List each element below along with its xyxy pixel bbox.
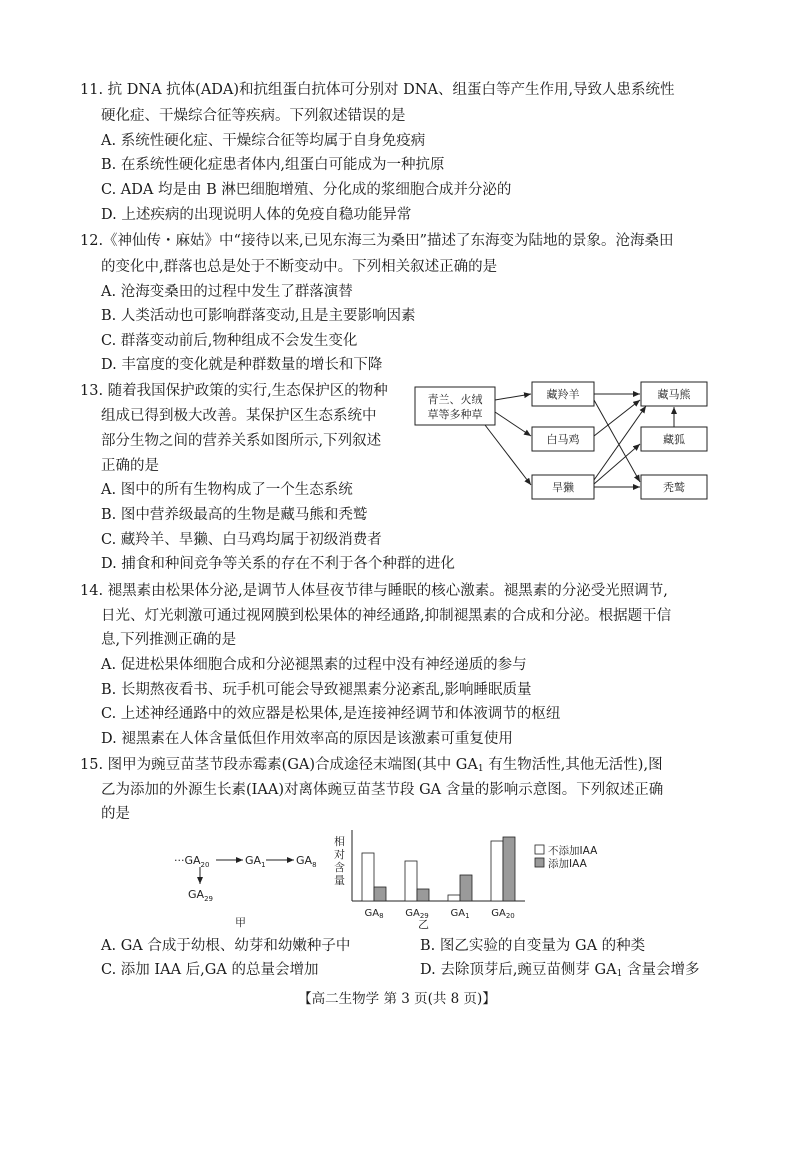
bar-ga1-no-iaa: [448, 895, 460, 901]
arrow-producer-marmot: [485, 425, 531, 485]
ga-pathway-figure: [170, 840, 330, 930]
q13-option-b: B. 图中营养级最高的生物是藏马熊和秃鹫: [101, 507, 368, 523]
q15-stem-line3: 的是: [101, 806, 130, 822]
tick-label-ga8: $GA_8$: [364, 908, 384, 920]
q15-stem-line1: 15. 图甲为豌豆苗茎节段赤霉素(GA)合成途径末端图(其中 $GA_1$ 有生物活性,其他无活性),图: [80, 757, 663, 774]
q13-stem-line1: 13. 随着我国保护政策的实行,生态保护区的物种: [80, 383, 388, 399]
q11-option-b: B. 在系统性硬化症患者体内,组蛋白可能成为一种抗原: [101, 157, 445, 173]
arrow-marmot-bear: [594, 406, 646, 480]
pheasant-label: 白马鸡: [546, 433, 580, 446]
bar-ga20-no-iaa: [491, 841, 503, 901]
ylabel-char-2: 对: [334, 848, 345, 861]
q15-option-d: D. 去除顶芽后,豌豆苗侧芽 $GA_1$ 含量会增多: [420, 962, 700, 979]
q12-option-b: B. 人类活动也可影响群落变动,且是主要影响因素: [101, 308, 416, 324]
ga-bar-chart: [325, 825, 625, 935]
q11-stem-line2: 硬化症、干燥综合征等疾病。下列叙述错误的是: [101, 108, 406, 124]
legend-label-iaa: 添加IAA: [548, 858, 587, 870]
figure-a-caption: 甲: [235, 916, 246, 929]
arrow-marmot-fox: [594, 444, 640, 484]
q11-option-d: D. 上述疾病的出现说明人体的免疫自稳功能异常: [101, 207, 412, 223]
legend-swatch-no-iaa: [535, 845, 544, 854]
marmot-label: 旱獭: [552, 481, 574, 494]
q12-option-c: C. 群落变动前后,物种组成不会发生变化: [101, 333, 358, 349]
arrow-pheasant-bear: [594, 400, 640, 436]
q14-stem-line3: 息,下列推测正确的是: [101, 632, 237, 648]
bar-ga20-iaa: [503, 837, 515, 901]
bar-ga8-no-iaa: [362, 853, 374, 901]
ylabel-char-1: 相: [334, 835, 345, 848]
ylabel-char-4: 量: [334, 874, 345, 887]
q13-option-c: C. 藏羚羊、旱獭、白马鸡均属于初级消费者: [101, 532, 382, 548]
q13-option-a: A. 图中的所有生物构成了一个生态系统: [101, 482, 353, 498]
bar-ga8-iaa: [374, 887, 386, 901]
q12-stem-line1: 12.《神仙传・麻姑》中“接待以来,已见东海三为桑田”描述了东海变为陆地的景象。沧海桑田: [80, 233, 674, 249]
producer-label-2: 草等多种草: [427, 408, 483, 421]
q11-stem-line1: 11. 抗 DNA 抗体(ADA)和抗组蛋白抗体可分别对 DNA、组蛋白等产生作用,导致人患系统性: [80, 82, 675, 98]
q15-stem-line2: 乙为添加的外源生长素(IAA)对离体豌豆苗茎节段 GA 含量的影响示意图。下列叙述正确: [101, 782, 664, 798]
q15-option-b: B. 图乙实验的自变量为 GA 的种类: [420, 938, 646, 954]
ga1-node: $GA_1$: [245, 854, 266, 869]
q13-stem-line2: 组成已得到极大改善。某保护区生态系统中: [101, 408, 377, 424]
ylabel-char-3: 含: [334, 861, 345, 874]
q14-option-a: A. 促进松果体细胞合成和分泌褪黑素的过程中没有神经递质的参与: [101, 657, 527, 673]
vulture-label: 秃鹫: [663, 481, 685, 494]
q15-option-a: A. GA 合成于幼根、幼芽和幼嫩种子中: [101, 938, 351, 954]
q14-stem-line1: 14. 褪黑素由松果体分泌,是调节人体昼夜节律与睡眠的核心激素。褪黑素的分泌受光照调节,: [80, 583, 668, 599]
q14-stem-line2: 日光、灯光刺激可通过视网膜到松果体的神经通路,抑制褪黑素的合成和分泌。根据题干信: [101, 608, 672, 624]
producer-label-1: 青兰、火绒: [427, 393, 483, 406]
tick-label-ga20: $GA_{20}$: [491, 908, 515, 920]
q13-option-d: D. 捕食和种间竞争等关系的存在不利于各个种群的进化: [101, 556, 455, 572]
antelope-label: 藏羚羊: [546, 388, 580, 401]
q14-option-d: D. 褪黑素在人体含量低但作用效率高的原因是该激素可重复使用: [101, 731, 513, 747]
tick-label-ga29: $GA_{29}$: [405, 908, 429, 920]
ga8-node: $GA_8$: [296, 854, 317, 869]
ga20-node: $\cdot\cdot\cdot GA_{20}$: [174, 854, 210, 869]
figure-b-caption: 乙: [418, 918, 429, 931]
arrow-producer-antelope: [495, 394, 531, 400]
fox-label: 藏狐: [663, 433, 685, 446]
legend-swatch-iaa: [535, 858, 544, 867]
q11-option-a: A. 系统性硬化症、干燥综合征等均属于自身免疫病: [101, 133, 426, 149]
bar-ga29-iaa: [417, 889, 429, 901]
food-web-diagram: [410, 372, 720, 512]
q12-option-d: D. 丰富度的变化就是种群数量的增长和下降: [101, 357, 383, 373]
tick-label-ga1: $GA_1$: [450, 908, 470, 920]
q11-option-c: C. ADA 均是由 B 淋巴细胞增殖、分化成的浆细胞合成并分泌的: [101, 182, 512, 198]
bear-label: 藏马熊: [657, 388, 691, 401]
arrow-producer-pheasant: [495, 412, 531, 436]
q14-option-b: B. 长期熬夜看书、玩手机可能会导致褪黑素分泌紊乱,影响睡眠质量: [101, 682, 532, 698]
bar-ga1-iaa: [460, 875, 472, 901]
legend-label-no-iaa: 不添加IAA: [548, 845, 598, 857]
q15-option-c: C. 添加 IAA 后,GA 的总量会增加: [101, 962, 319, 978]
page-footer: 【高二生物学 第 3 页(共 8 页)】: [298, 991, 496, 1007]
ga29-node: $GA_{29}$: [188, 888, 213, 903]
q12-option-a: A. 沧海变桑田的过程中发生了群落演替: [101, 284, 353, 300]
bar-ga29-no-iaa: [405, 861, 417, 901]
q14-option-c: C. 上述神经通路中的效应器是松果体,是连接神经调节和体液调节的枢纽: [101, 706, 561, 722]
q13-stem-line3: 部分生物之间的营养关系如图所示,下列叙述: [101, 433, 382, 449]
q12-stem-line2: 的变化中,群落也总是处于不断变动中。下列相关叙述正确的是: [101, 259, 498, 275]
q13-stem-line4: 正确的是: [101, 458, 159, 474]
